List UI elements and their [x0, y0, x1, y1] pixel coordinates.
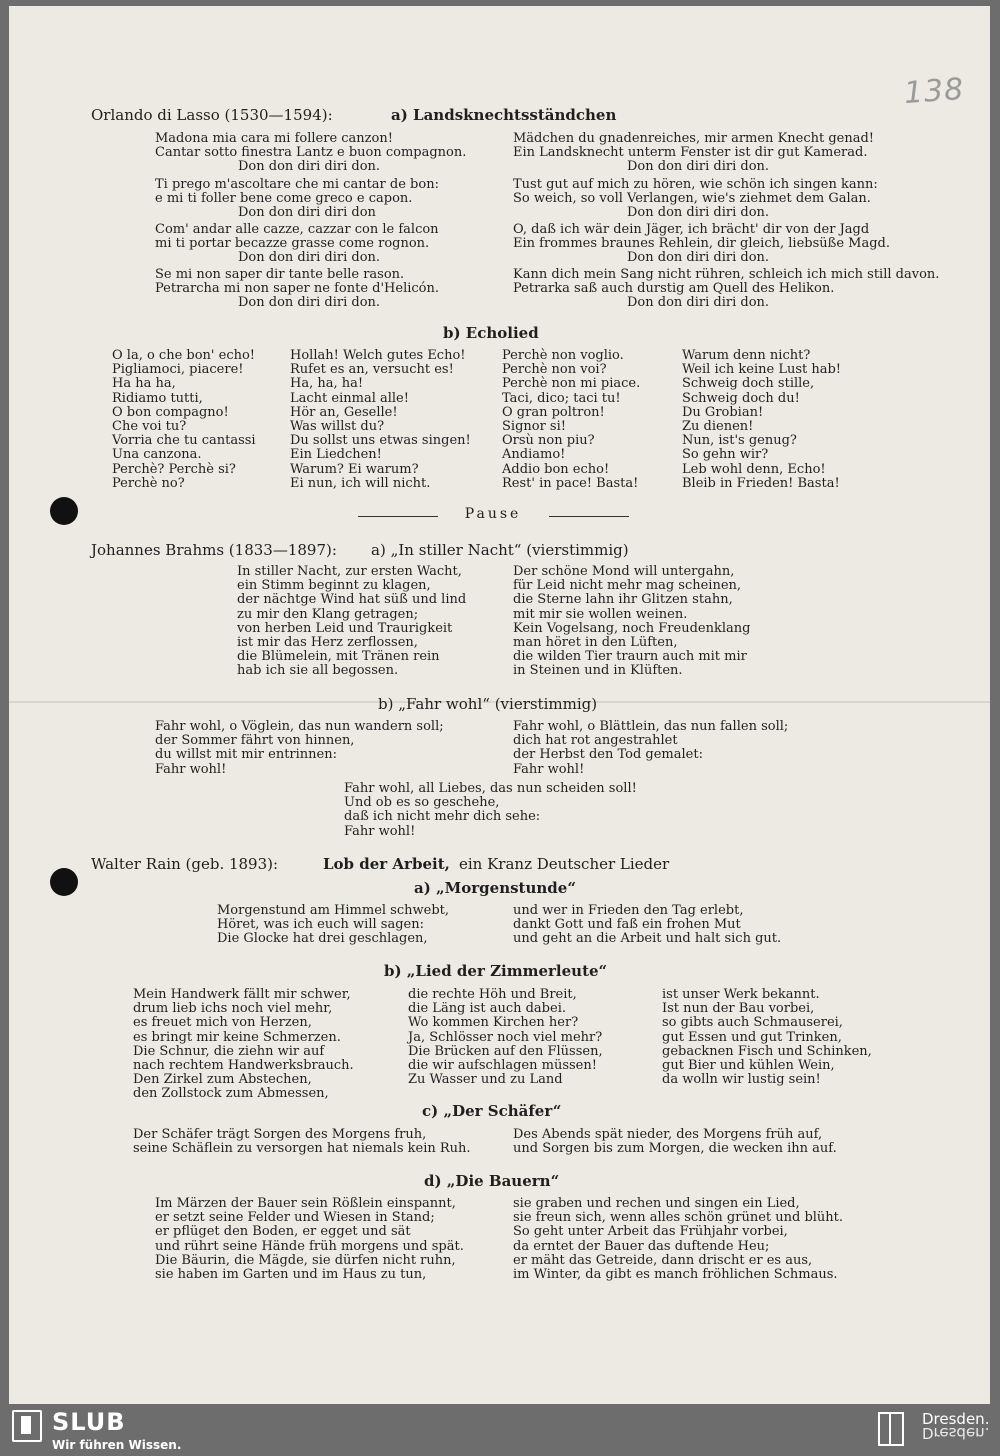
cycle-title: Lob der Arbeit, [323, 855, 450, 873]
pause-label: Pause [464, 506, 522, 522]
song-title-in-stiller-nacht: a) „In stiller Nacht“ (vierstimmig) [371, 541, 629, 559]
viewer-footer [0, 1404, 1000, 1456]
morgenstunde-left: Morgenstund am Himmel schwebt, Höret, was ich euch will sagen: Die Glocke hat drei geschlagen, [217, 903, 450, 947]
pause-rule-right [549, 516, 629, 517]
slub-logo-icon [12, 1410, 42, 1442]
echolied-col-3: Perchè non voglio. Perchè non voi? Perchè non mi piace. Taci, dico; taci tu! O gran poltron! Signor si! Orsù non piu? Andiamo! Addio bon echo! Rest' in pace! Basta! [502, 348, 641, 491]
schaefer-left: Der Schäfer trägt Sorgen des Morgens fruh, seine Schäflein zu versorgen hat niemals kein Ruh. [133, 1127, 471, 1157]
city-name [922, 1412, 989, 1440]
composer-lasso: Orlando di Lasso (1530—1594): [91, 106, 333, 124]
zimmerleute-col-2: die rechte Höh und Breit, die Läng ist auch dabei. Wo kommen Kirchen her? Ja, Schlösser noch viel mehr? Die Brücken auf den Flüssen, die wir aufschlagen müssen! Zu Wasser und zu Land [408, 987, 603, 1088]
fahr-wohl-right: Fahr wohl, o Blättlein, das nun fallen soll; dich hat rot angestrahlet der Herbst den Tod gemalet: Fahr wohl! [513, 719, 789, 777]
echolied-col-4: Warum denn nicht? Weil ich keine Lust hab! Schweig doch stille, Schweig doch du! Du Grobian! Zu dienen! Nun, ist's genug? So gehn wir? Leb wohl denn, Echo! Bleib in Frieden! Basta! [682, 348, 842, 491]
stanza-de-4: Kann dich mein Sang nicht rühren, schleich ich mich still davon. Petrarka saß auch durstig am Quell des Helikon. [513, 267, 940, 297]
stanza-it-2: Ti prego m'ascoltare che mi cantar de bon: e mi ti foller bene come greco e capon. [155, 177, 439, 207]
song-title-landsknecht: a) Landsknechtsständchen [391, 106, 617, 124]
in-stiller-nacht-right: Der schöne Mond will untergahn, für Leid nicht mehr mag scheinen, die Sterne lahn ihr Glitzen stahn, mit mir sie wollen weinen. Kein Vogelsang, noch Freudenklang man höret in den Lüften, die wilden Tier traurn auch mit mir in Steinen und in Klüften. [513, 564, 751, 679]
song-title-zimmerleute: b) „Lied der Zimmerleute“ [384, 962, 608, 980]
refrain-it-3: Don don diri diri don. [238, 250, 381, 265]
song-title-bauern: d) „Die Bauern“ [424, 1172, 560, 1190]
bauern-left: Im Märzen der Bauer sein Rößlein einspannt, er setzt seine Felder und Wiesen in Stand; er pflüget den Boden, er egget und sät und rührt seine Hände früh morgens und spät. Die Bäurin, die Mägde, sie dürfen nicht ruhn, sie haben im Garten und im Haus zu tun, [155, 1196, 464, 1283]
in-stiller-nacht-left: In stiller Nacht, zur ersten Wacht, ein Stimm beginnt zu klagen, der nächtge Wind hat süß und lind zu mir den Klang getragen; von herben Leid und Traurigkeit ist mir das Herz zerflossen, die Blümelein, mit Tränen rein hab ich sie all begossen. [237, 564, 467, 679]
stanza-de-3: O, daß ich wär dein Jäger, ich brächt' dir von der Jagd Ein frommes braunes Rehlein, dir gleich, liebsüße Magd. [513, 222, 890, 252]
stanza-de-2: Tust gut auf mich zu hören, wie schön ich singen kann: So weich, so voll Verlangen, wie's ziehmet dem Galan. [513, 177, 878, 207]
song-title-morgenstunde: a) „Morgenstunde“ [414, 879, 576, 897]
city-name-mirror: Dresden. [922, 1424, 990, 1442]
echolied-col-1: O la, o che bon' echo! Pigliamoci, piacere! Ha ha ha, Ridiamo tutti, O bon compagno! Che voi tu? Vorria che tu cantassi Una canzona. Perchè? Perchè si? Perchè no? [112, 348, 256, 491]
fahr-wohl-left: Fahr wohl, o Vöglein, das nun wandern soll; der Sommer fährt von hinnen, du willst mit mir entrinnen: Fahr wohl! [155, 719, 444, 777]
brand-name: SLUB [52, 1408, 126, 1436]
fahr-wohl-center: Fahr wohl, all Liebes, das nun scheiden soll! Und ob es so geschehe, daß ich nicht mehr dich sehe: Fahr wohl! [344, 781, 637, 839]
song-title-echolied: b) Echolied [443, 324, 539, 342]
stanza-de-1: Mädchen du gnadenreiches, mir armen Knecht genad! Ein Landsknecht unterm Fenster ist dir gut Kamerad. [513, 131, 875, 161]
refrain-de-4: Don don diri diri don. [627, 295, 770, 310]
program-sheet [9, 6, 990, 1404]
brand-slogan: Wir führen Wissen. [52, 1438, 182, 1452]
punch-hole [50, 868, 78, 896]
stanza-it-4: Se mi non saper dir tante belle rason. Petrarcha mi non saper ne fonte d'Helicón. [155, 267, 440, 297]
refrain-de-2: Don don diri diri don. [627, 205, 770, 220]
punch-hole [50, 497, 78, 525]
zimmerleute-col-1: Mein Handwerk fällt mir schwer, drum lieb ichs noch viel mehr, es freuet mich von Herzen, es bringt mir keine Schmerzen. Die Schnur, die ziehn wir auf nach rechtem Handwerksbrauch. Den Zirkel zum Abstechen, den Zollstock zum Abmessen, [133, 987, 354, 1102]
echolied-col-2: Hollah! Welch gutes Echo! Rufet es an, versucht es! Ha, ha, ha! Lacht einmal alle! Hör an, Geselle! Was willst du? Du sollst uns etwas singen! Ein Liedchen! Warum? Ei warum? Ei nun, ich will nicht. [290, 348, 471, 491]
refrain-de-1: Don don diri diri don. [627, 159, 770, 174]
stanza-it-3: Com' andar alle cazze, cazzar con le falcon mi ti portar becazze grasse come rognon. [155, 222, 439, 252]
schaefer-right: Des Abends spät nieder, des Morgens früh auf, und Sorgen bis zum Morgen, die wecken ihn auf. [513, 1127, 837, 1157]
refrain-it-1: Don don diri diri don. [238, 159, 381, 174]
composer-rain: Walter Rain (geb. 1893): [91, 855, 279, 873]
stanza-it-1: Madona mia cara mi follere canzon! Cantar sotto finestra Lantz e buon compagnon. [155, 131, 467, 161]
city-name-text: Dresden. [922, 1410, 990, 1428]
archive-number: 138 [902, 71, 966, 112]
cycle-subtitle: ein Kranz Deutscher Lieder [459, 855, 670, 873]
refrain-it-2: Don don diri diri don [238, 205, 376, 220]
dresden-crest-icon [878, 1412, 904, 1446]
bauern-right: sie graben und rechen und singen ein Lied, sie freun sich, wenn alles schön grünet und blüht. So geht unter Arbeit das Frühjahr vorbei, da erntet der Bauer das duftende Heu; er mäht das Getreide, dann drischt er es aus, im Winter, da gibt es manch fröhlichen Schmaus. [513, 1196, 844, 1283]
refrain-de-3: Don don diri diri don. [627, 250, 770, 265]
zimmerleute-col-3: ist unser Werk bekannt. Ist nun der Bau vorbei, so gibts auch Schmauserei, gut Essen und gut Trinken, gebacknen Fisch und Schinken, gut Bier und kühlen Wein, da wolln wir lustig sein! [662, 987, 872, 1088]
refrain-it-4: Don don diri diri don. [238, 295, 381, 310]
morgenstunde-right: und wer in Frieden den Tag erlebt, dankt Gott und faß ein frohen Mut und geht an die Arbeit und halt sich gut. [513, 903, 782, 947]
composer-brahms: Johannes Brahms (1833—1897): [91, 541, 337, 559]
song-title-schaefer: c) „Der Schäfer“ [422, 1102, 562, 1120]
song-title-fahr-wohl: b) „Fahr wohl“ (vierstimmig) [378, 695, 598, 713]
